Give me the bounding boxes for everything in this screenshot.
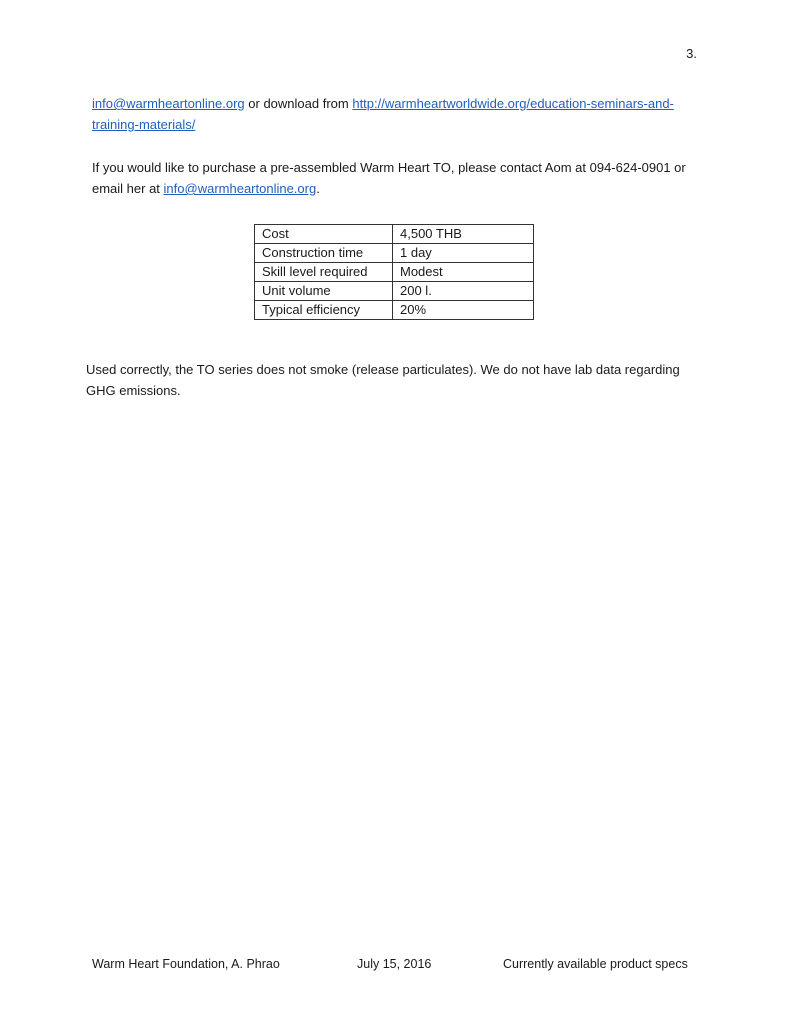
table-row bbox=[255, 263, 534, 282]
spec-value: 20% bbox=[393, 301, 534, 320]
spec-label: Skill level required bbox=[255, 263, 393, 282]
spec-label: Unit volume bbox=[255, 282, 393, 301]
purchase-text: If you would like to purchase a pre-assembled Warm Heart TO, please contact Aom at 094-624-0901 or email her at bbox=[92, 160, 686, 196]
page-number: 3. bbox=[686, 46, 697, 61]
table-row bbox=[255, 301, 534, 320]
spec-label: Cost bbox=[255, 225, 393, 244]
contact-email-link[interactable]: info@warmheartonline.org bbox=[92, 96, 245, 111]
purchase-end: . bbox=[316, 181, 320, 196]
purchase-email-link[interactable]: info@warmheartonline.org bbox=[163, 181, 317, 196]
download-paragraph bbox=[92, 93, 692, 135]
specs-table bbox=[254, 224, 534, 320]
emissions-paragraph: Used correctly, the TO series does not smoke (release particulates). We do not have lab data regarding GHG emissions. bbox=[86, 362, 680, 398]
spec-label: Typical efficiency bbox=[255, 301, 393, 320]
table-row bbox=[255, 244, 534, 263]
table-row bbox=[255, 225, 534, 244]
table-row bbox=[255, 282, 534, 301]
footer-date: July 15, 2016 bbox=[357, 957, 432, 971]
materials-url-link[interactable]: http://warmheartworldwide.org/education-seminars-and-training-materials/ bbox=[92, 96, 674, 132]
spec-label: Construction time bbox=[255, 244, 393, 263]
download-text: or download from bbox=[244, 96, 353, 111]
spec-value: 200 l. bbox=[393, 282, 534, 301]
footer-author: Warm Heart Foundation, A. Phrao bbox=[92, 957, 280, 971]
spec-value: 1 day bbox=[393, 244, 534, 263]
spec-value: Modest bbox=[393, 263, 534, 282]
spec-value: 4,500 THB bbox=[393, 225, 534, 244]
footer-title: Currently available product specs bbox=[503, 957, 688, 971]
purchase-paragraph bbox=[92, 157, 702, 199]
